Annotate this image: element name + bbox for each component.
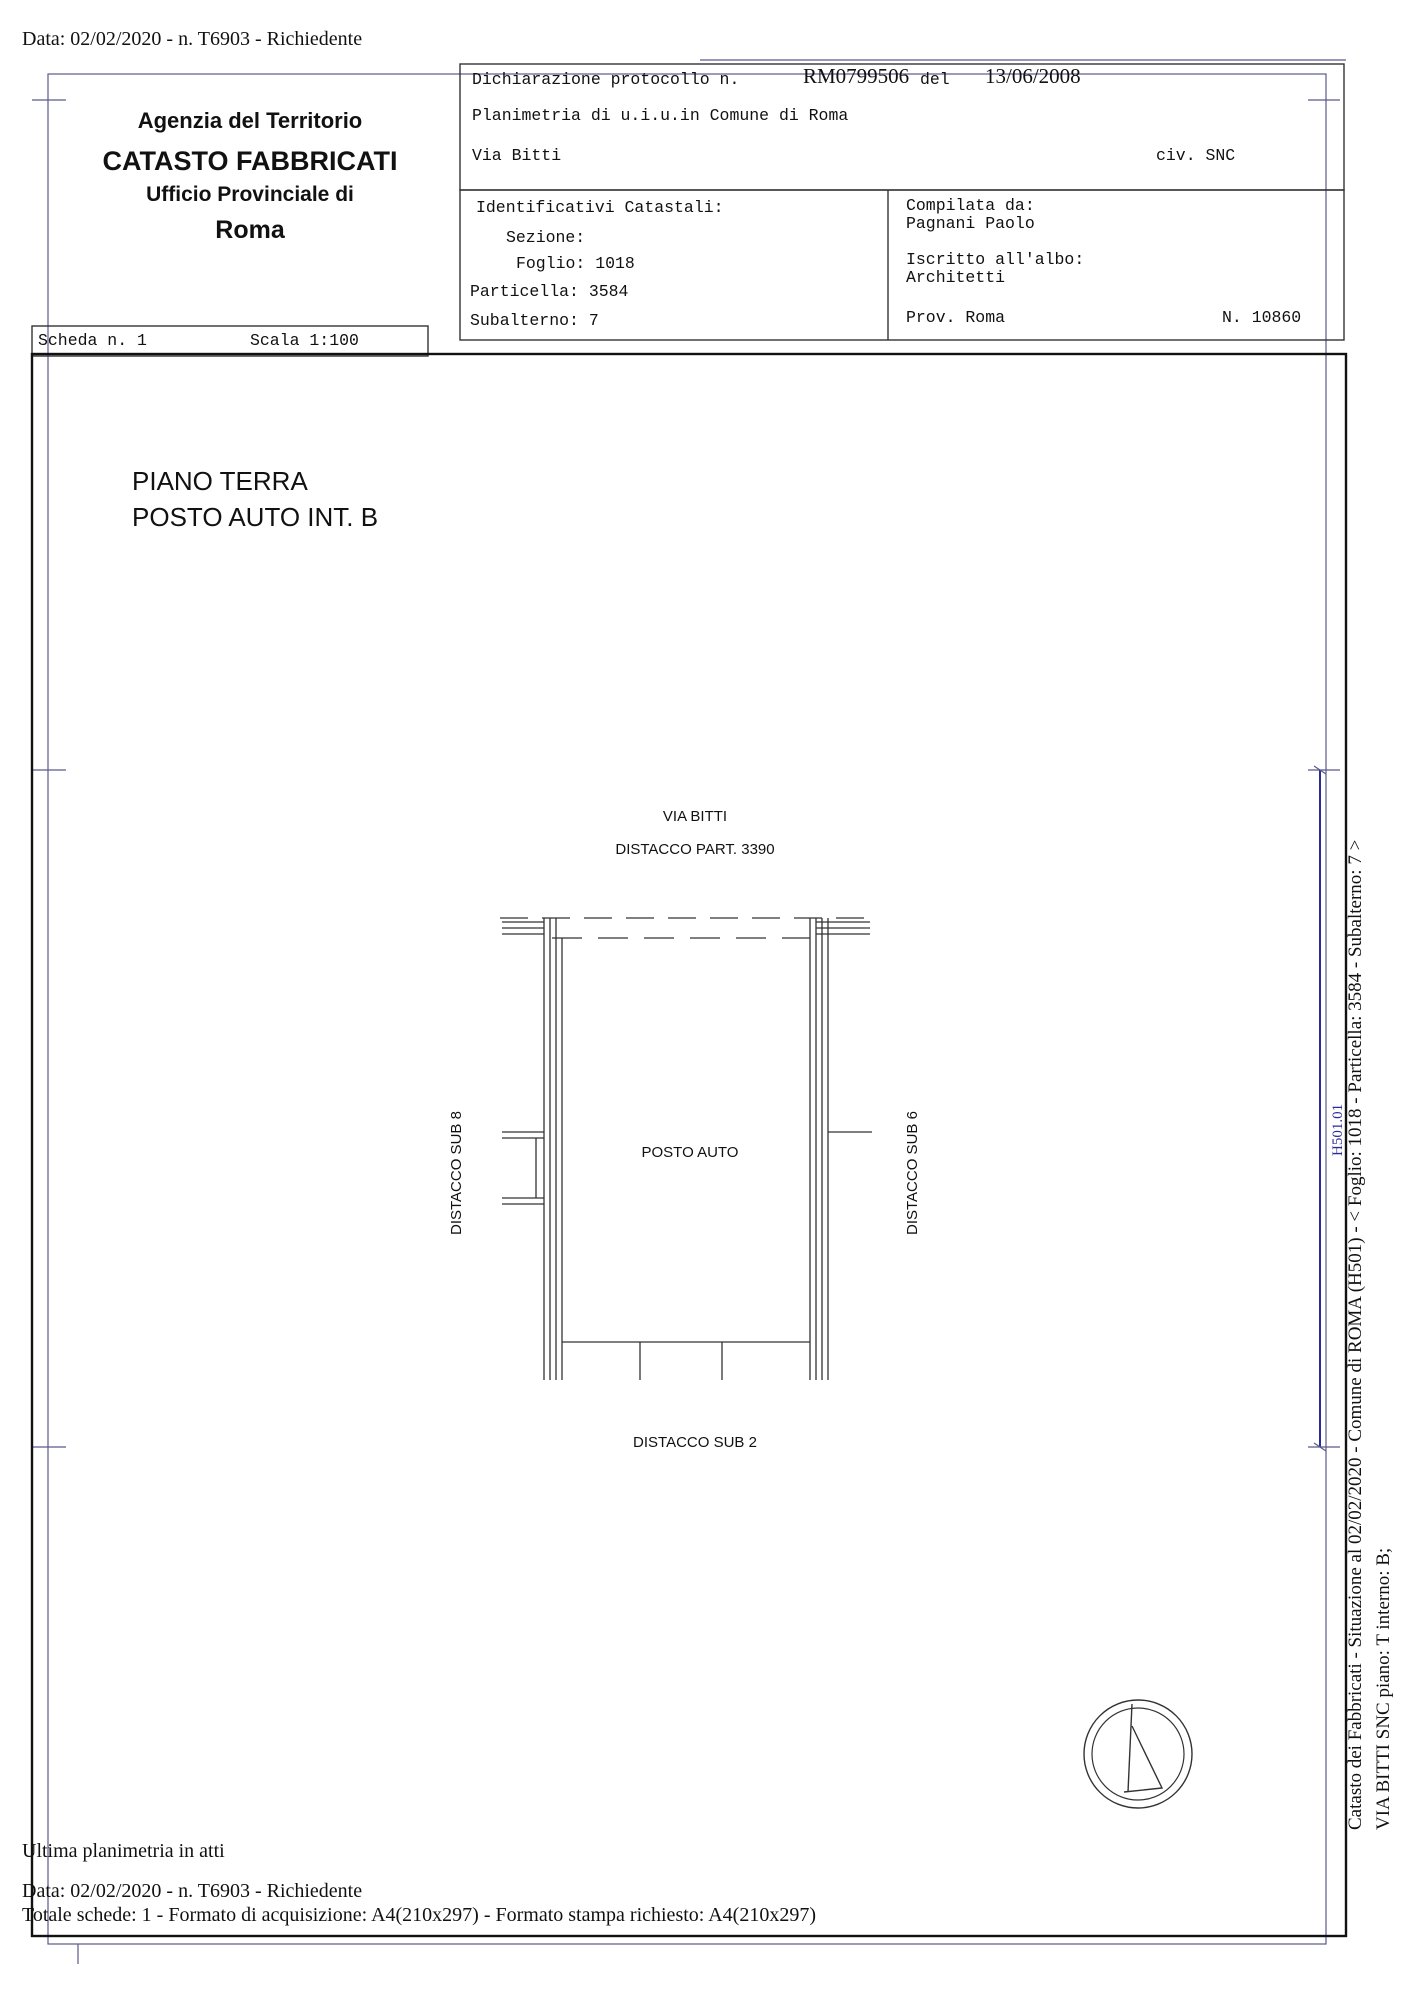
address-line: Via Bitti <box>472 146 562 165</box>
ufficio-line: Ufficio Provinciale di <box>146 183 354 206</box>
room-label: POSTO AUTO <box>641 1144 739 1161</box>
floor-title: PIANO TERRA <box>132 466 308 496</box>
municipality-stamp: H501.01 <box>1330 1103 1346 1156</box>
catasto-title: CATASTO FABBRICATI <box>102 146 398 176</box>
scheda-number: Scheda n. 1 <box>38 331 147 350</box>
declaration-label: Dichiarazione protocollo n. <box>472 70 740 89</box>
province: Prov. Roma <box>906 308 1006 327</box>
footer-format-line: Totale schede: 1 - Formato di acquisizione: A4(210x297) - Formato stampa richiesto: A4(210x297) <box>22 1904 816 1926</box>
compiler-name: Pagnani Paolo <box>906 214 1035 233</box>
north-arrow-icon <box>1080 1696 1196 1812</box>
scale: Scala 1:100 <box>250 331 359 350</box>
registration-number: N. 10860 <box>1222 308 1302 327</box>
unit-title: POSTO AUTO INT. B <box>132 502 379 532</box>
ultima-planimetria: Ultima planimetria in atti <box>22 1840 225 1862</box>
ufficio-city: Roma <box>215 216 285 244</box>
del-label: del <box>920 70 950 89</box>
agency-name: Agenzia del Territorio <box>137 108 363 133</box>
top-date-line: Data: 02/02/2020 - n. T6903 - Richiedente <box>22 28 363 50</box>
planimetria-line: Planimetria di u.i.u.in Comune di Roma <box>472 106 849 125</box>
bottom-distacco-label: DISTACCO SUB 2 <box>633 1434 757 1451</box>
street-label: VIA BITTI <box>662 808 728 825</box>
albo-label: Iscritto all'albo: <box>906 250 1085 269</box>
compilata-label: Compilata da: <box>906 196 1035 215</box>
subalterno-field: Subalterno: 7 <box>470 311 599 330</box>
footer-date-line: Data: 02/02/2020 - n. T6903 - Richiedente <box>22 1880 363 1902</box>
foglio-field: Foglio: 1018 <box>516 254 635 273</box>
sezione-field: Sezione: <box>506 228 586 247</box>
albo-value: Architetti <box>906 268 1006 287</box>
cadastral-side-note: Catasto dei Fabbricati - Situazione al 02/02/2020 - Comune di ROMA (H501) - < Foglio: 1018 - Particella: 3584 - Subalterno: 7 > <box>1345 839 1366 1830</box>
distacco-top-label: DISTACCO PART. 3390 <box>615 841 775 858</box>
cadastral-side-address: VIA BITTI SNC piano: T interno: B; <box>1373 1547 1394 1830</box>
left-distacco-label: DISTACCO SUB 8 <box>448 1111 465 1235</box>
protocol-date: 13/06/2008 <box>985 64 1081 88</box>
civic-number: civ. SNC <box>1156 146 1236 165</box>
particella-field: Particella: 3584 <box>470 282 629 301</box>
identificativi-title: Identificativi Catastali: <box>476 198 724 217</box>
right-distacco-label: DISTACCO SUB 6 <box>904 1111 921 1235</box>
protocol-number: RM0799506 <box>803 64 910 88</box>
